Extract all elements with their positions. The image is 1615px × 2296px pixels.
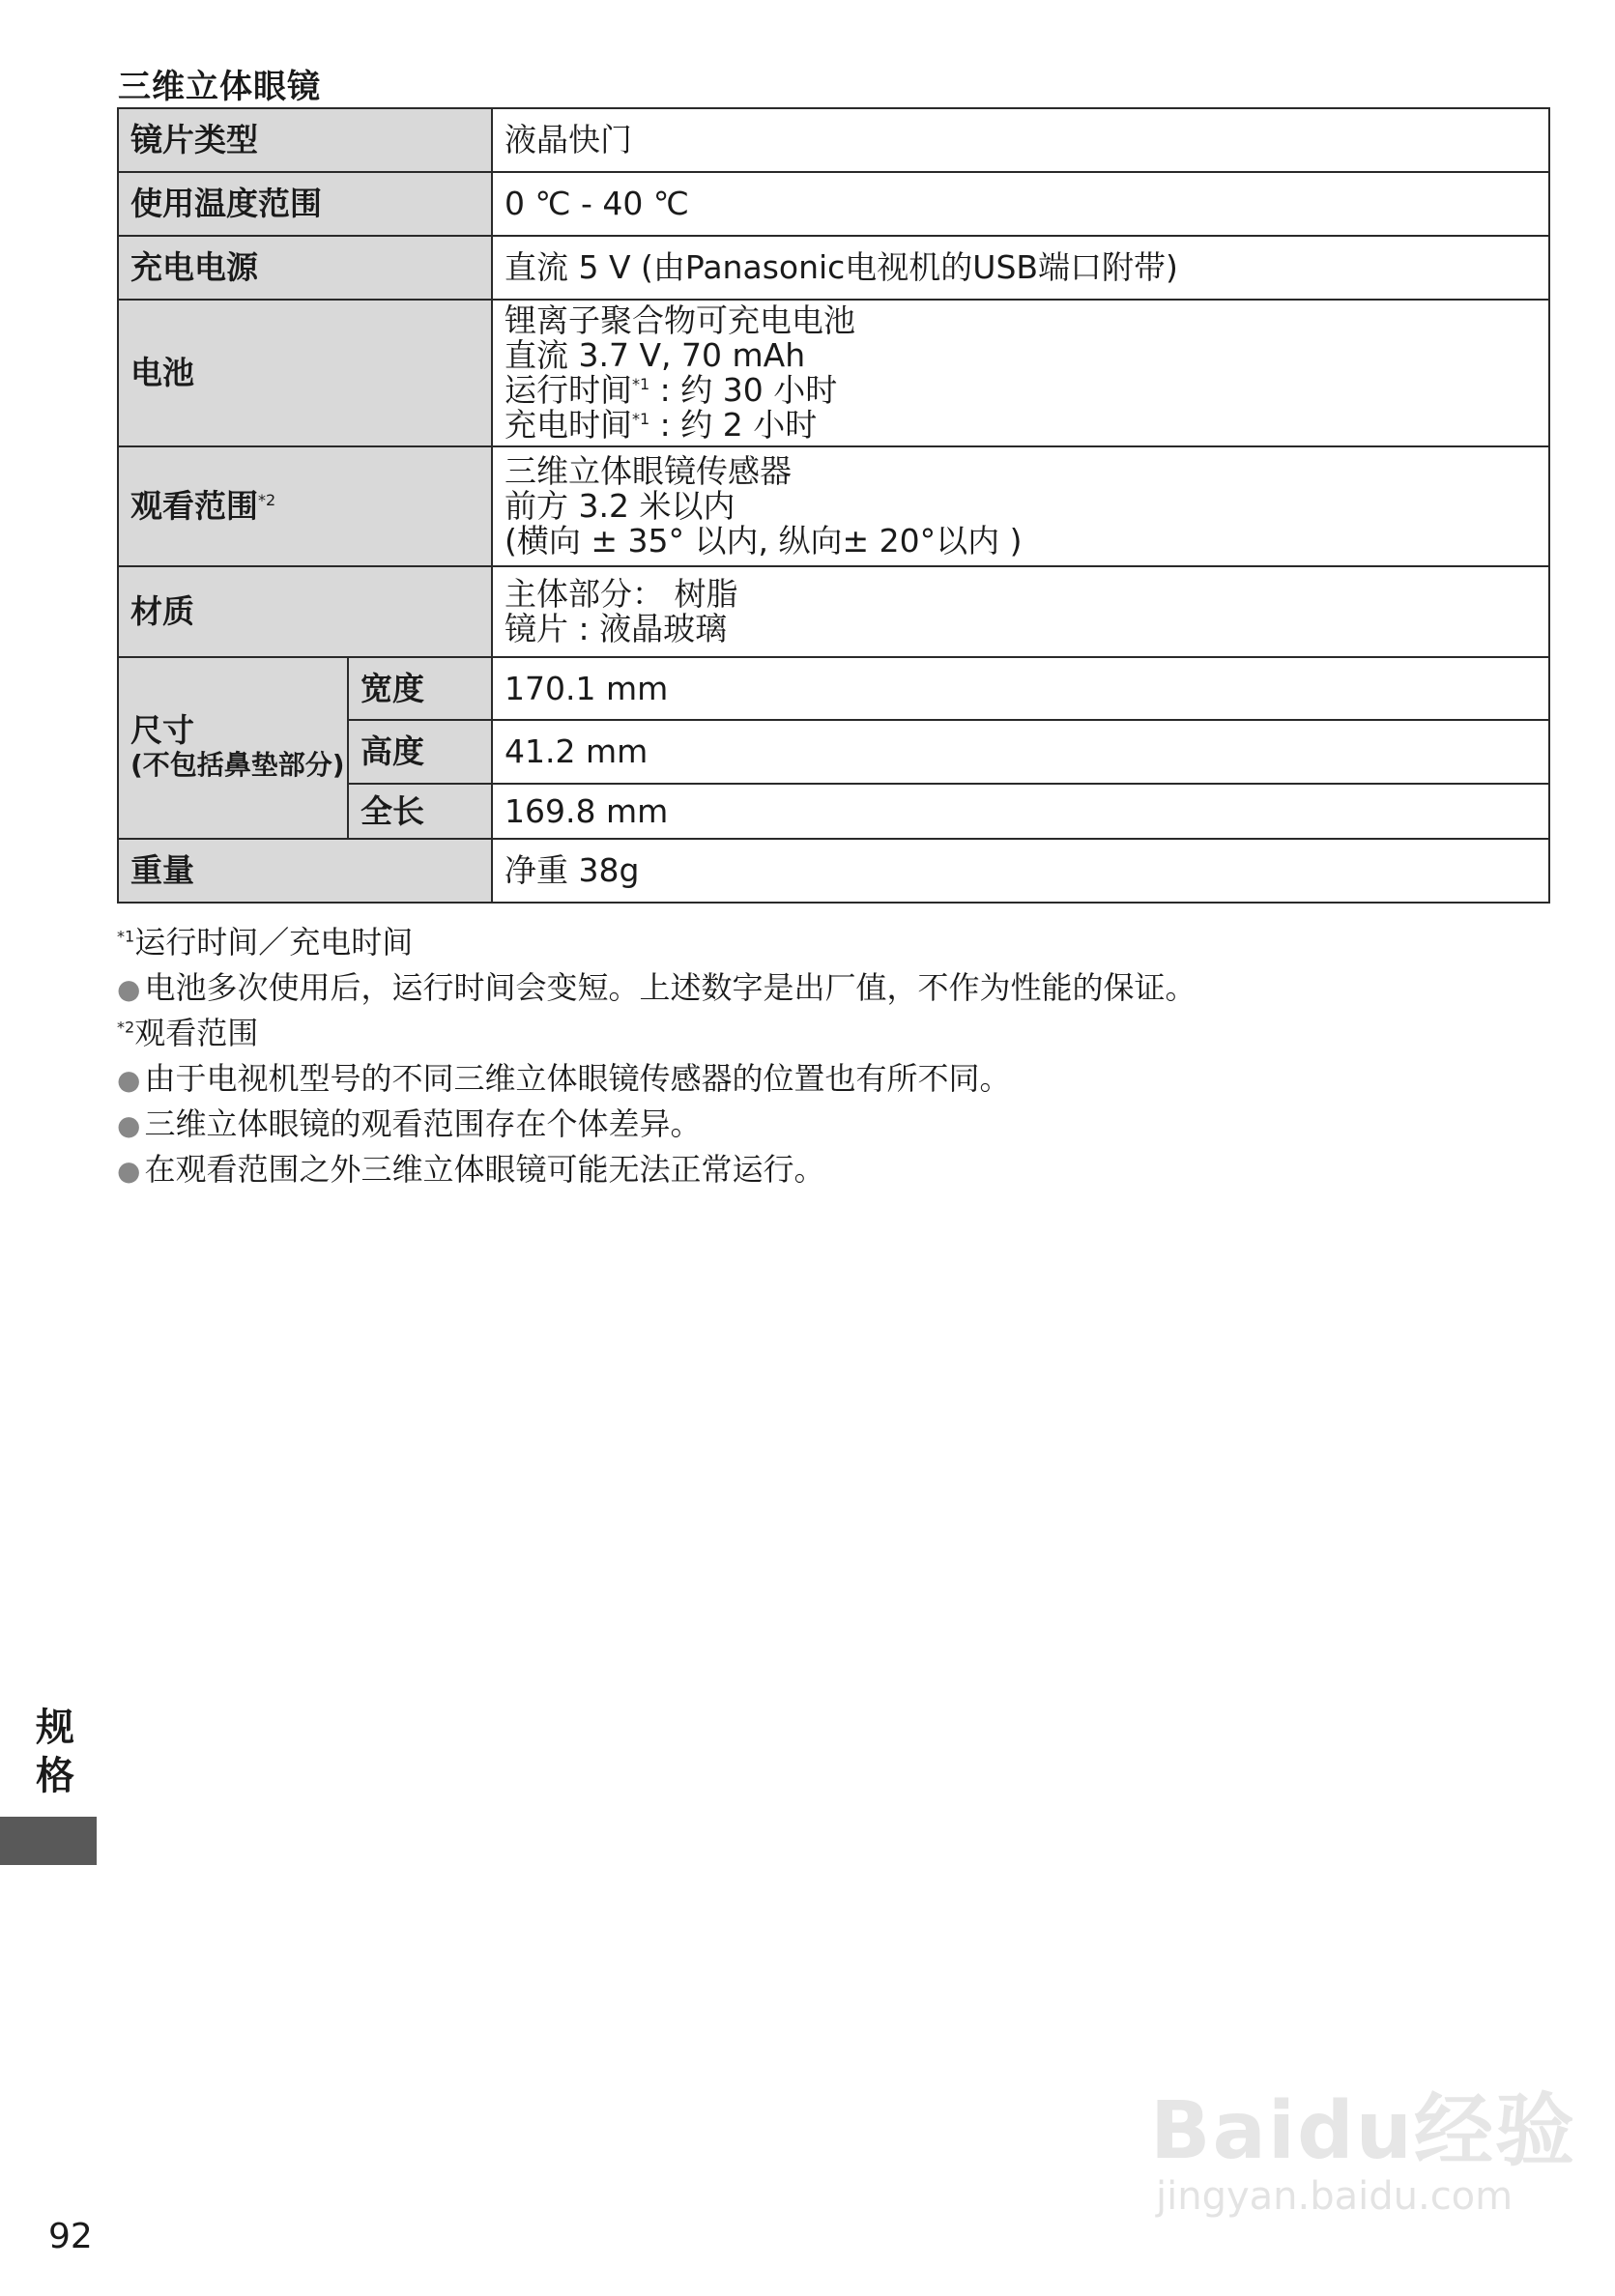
material-value <box>492 566 1549 657</box>
size-note: (不包括鼻垫部分) <box>130 749 345 781</box>
footnote-1-bullet: ● 电池多次使用后，运行时间会变短。上述数字是出厂值，不作为性能的保证。 <box>117 969 1197 1006</box>
power-value: 直流 5 V (由Panasonic电视机的USB端口附带) <box>492 236 1549 300</box>
table-row <box>118 172 1549 236</box>
table-row <box>118 657 1549 720</box>
viewing-line: 前方 3.2 米以内 <box>505 487 735 525</box>
material-label: 材质 <box>118 566 492 657</box>
battery-line: 直流 3.7 V, 70 mAh <box>505 336 806 374</box>
footnote-2-bullet: ● 由于电视机型号的不同三维立体眼镜传感器的位置也有所不同。 <box>117 1060 1011 1097</box>
footnote-2-bullet: ● 在观看范围之外三维立体眼镜可能无法正常运行。 <box>117 1151 825 1188</box>
weight-label: 重量 <box>118 839 492 903</box>
height-label: 高度 <box>348 720 492 784</box>
weight-value: 净重 38g <box>492 839 1549 903</box>
battery-value <box>492 300 1549 446</box>
page-number: 92 <box>48 2217 93 2256</box>
footnote-1-title: $^{*1}$运行时间／充电时间 <box>117 924 414 961</box>
table-row <box>118 300 1549 446</box>
viewing-range-label: 观看范围$^{*2}$ <box>118 446 492 566</box>
material-line: 主体部分： 树脂 <box>505 575 738 613</box>
material-line: 镜片 : 液晶玻璃 <box>505 610 728 647</box>
battery-line: 锂离子聚合物可充电电池 <box>505 301 855 339</box>
battery-line: 运行时间$^{*1}$ : 约 30 小时 <box>505 371 838 409</box>
temperature-value: 0 ℃ - 40 ℃ <box>492 172 1549 236</box>
battery-label: 电池 <box>118 300 492 446</box>
length-value: 169.8 mm <box>492 784 1549 839</box>
lens-type-value: 液晶快门 <box>492 108 1549 172</box>
section-tab-marker <box>0 1817 97 1865</box>
table-row <box>118 566 1549 657</box>
watermark-logo: Baidu经验 <box>1150 2085 1577 2177</box>
battery-line: 充电时间$^{*1}$ : 约 2 小时 <box>505 406 818 444</box>
viewing-line: 三维立体眼镜传感器 <box>505 452 792 490</box>
section-side-label: 规 格 <box>36 1706 74 1798</box>
footnotes <box>117 920 1196 1192</box>
viewing-range-value <box>492 446 1549 566</box>
width-value: 170.1 mm <box>492 657 1549 720</box>
watermark-url: jingyan.baidu.com <box>1156 2174 1514 2219</box>
table-row <box>118 236 1549 300</box>
table-row <box>118 446 1549 566</box>
width-label: 宽度 <box>348 657 492 720</box>
table-row <box>118 839 1549 903</box>
lens-type-label: 镜片类型 <box>118 108 492 172</box>
footnote-2-title: $^{*2}$观看范围 <box>117 1015 259 1051</box>
footnote-2-bullet: ● 三维立体眼镜的观看范围存在个体差异。 <box>117 1105 702 1142</box>
page-title: 三维立体眼镜 <box>118 68 321 106</box>
temperature-label: 使用温度范围 <box>118 172 492 236</box>
size-label: 尺寸 (不包括鼻垫部分) <box>118 657 348 839</box>
length-label: 全长 <box>348 784 492 839</box>
spec-table <box>117 107 1550 904</box>
height-value: 41.2 mm <box>492 720 1549 784</box>
viewing-line: (横向 ± 35° 以内, 纵向± 20°以内 ) <box>505 522 1023 560</box>
table-row <box>118 108 1549 172</box>
power-label: 充电电源 <box>118 236 492 300</box>
